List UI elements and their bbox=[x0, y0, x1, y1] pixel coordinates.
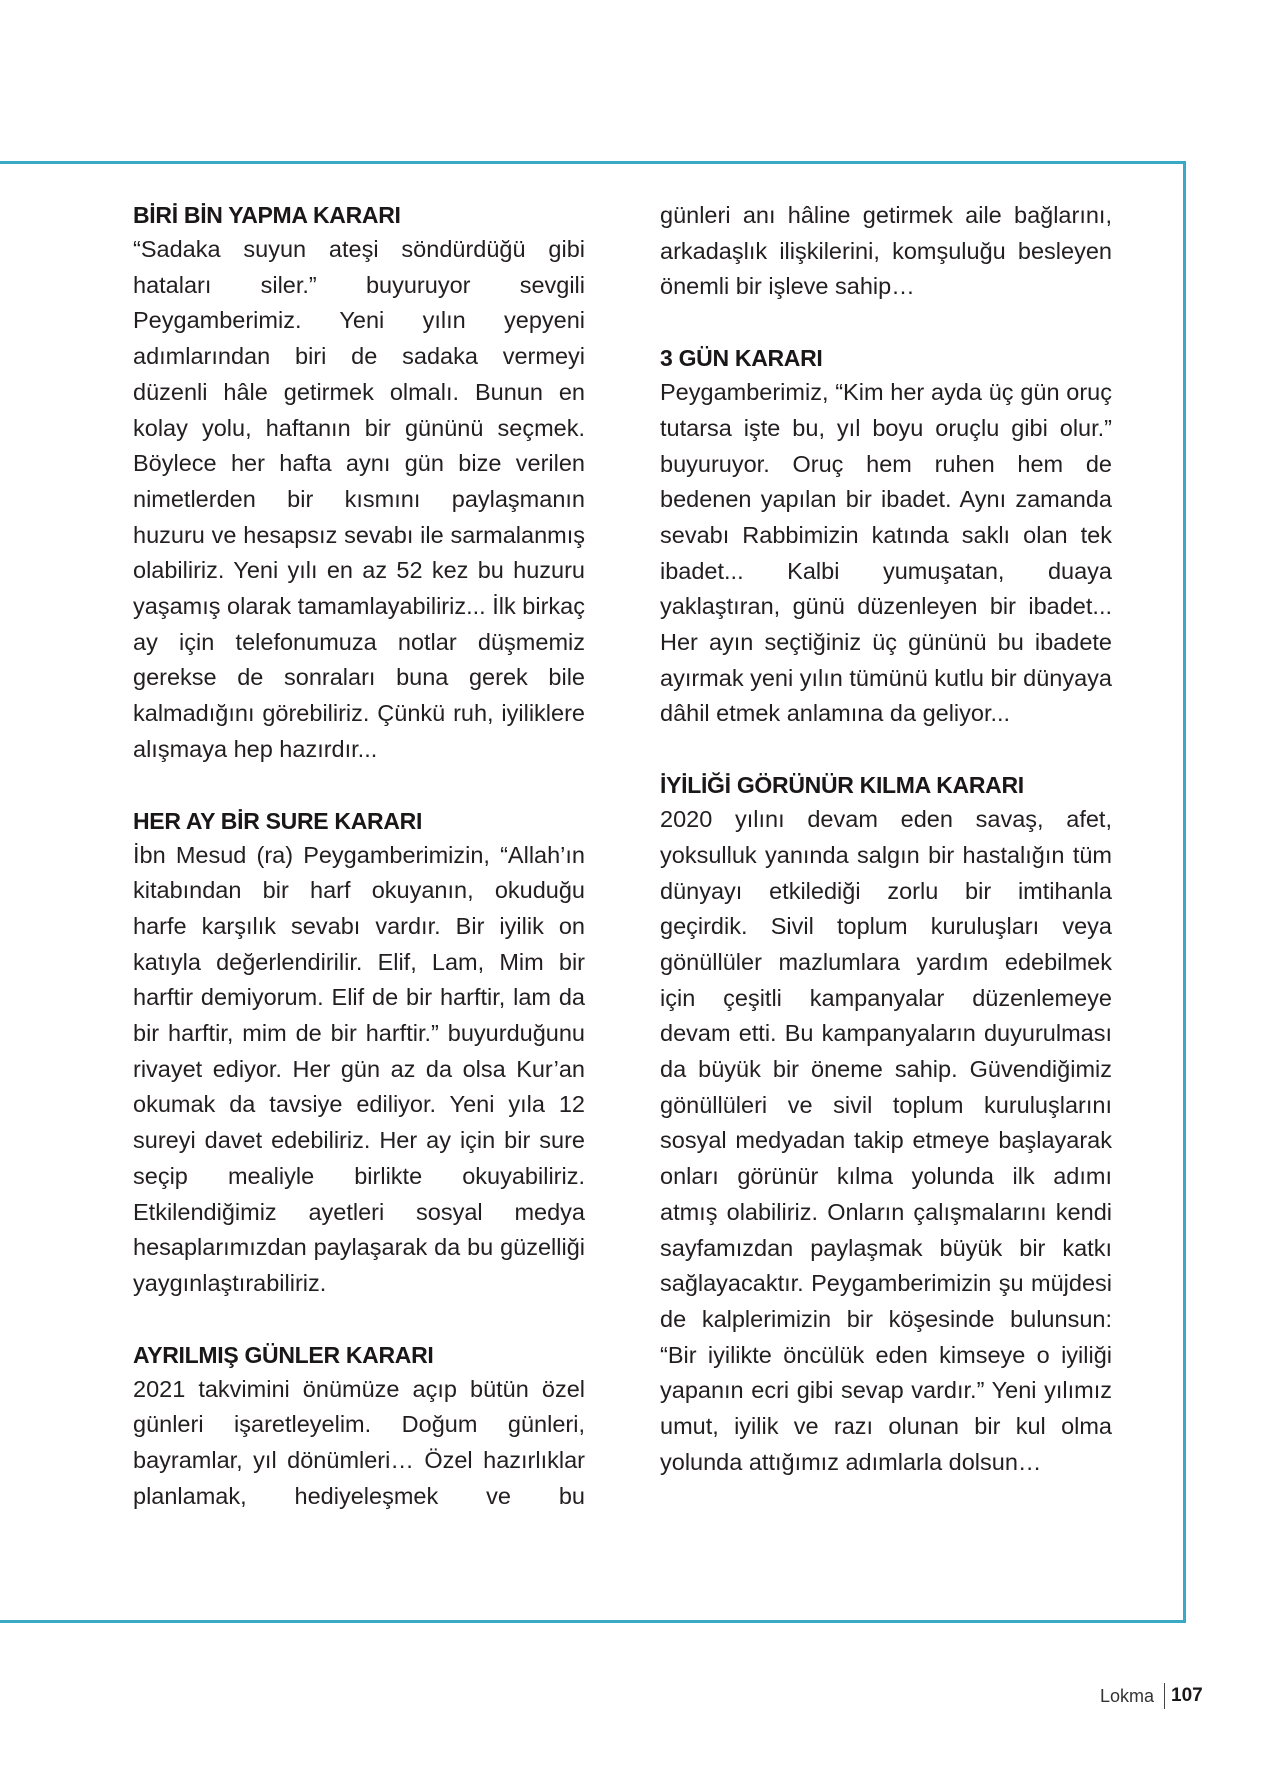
magazine-name: Lokma bbox=[1100, 1685, 1155, 1706]
section-heading: AYRILMIŞ GÜNLER KARARI bbox=[133, 1341, 434, 1368]
section-iyiligi-gorunur-kilma bbox=[660, 768, 1112, 1480]
section-body: 2021 takvimini önümüze açıp bütün özel günleri işaretleyelim. Doğum günleri, bayramlar, yıl dönümleri… Özel hazırlıklar planlamak, hediyeleşmek ve bu bbox=[133, 1375, 585, 1509]
left-column bbox=[133, 198, 585, 1551]
section-body-continuation: günleri anı hâline getirmek aile bağlarını, arkadaşlık ilişkilerini, komşuluğu besleyen önemli bir işleve sahip… bbox=[660, 202, 1112, 300]
footer-divider bbox=[1164, 1683, 1165, 1709]
section-body: İbn Mesud (ra) Peygamberimizin, “Allah’ın kitabından bir harf okuyanın, okuduğu harfe karşılık sevabı vardır. Bir iyilik on katıyla değerlendirilir. Elif, Lam, Mim bir harftir demiyorum. Elif de bir harftir, lam da bir harftir, mim de bir harftir.” buyurduğunu rivayet ediyor. Her gün az da olsa Kur’an okumak da tavsiye ediliyor. Yeni yıla 12 sureyi davet edebiliriz. Her ay için bir sure seçip mealiyle birlikte okuyabiliriz. Etkilendiğimiz ayetleri sosyal medya hesaplarımızdan paylaşarak da bu güzelliği yaygınlaştırabiliriz. bbox=[133, 841, 585, 1296]
section-heading: BİRİ BİN YAPMA KARARI bbox=[133, 202, 401, 228]
section-ayrilmis-gunler bbox=[133, 1338, 585, 1515]
section-heading: HER AY BİR SURE KARARI bbox=[133, 807, 423, 834]
page-number: 107 bbox=[1171, 1685, 1203, 1706]
section-heading: 3 GÜN KARARI bbox=[660, 345, 823, 372]
right-column bbox=[660, 198, 1112, 1517]
section-biri-bin-yapma bbox=[133, 198, 585, 768]
continued-paragraph bbox=[660, 198, 1112, 305]
section-3-gun bbox=[660, 341, 1112, 732]
section-body: Peygamberimiz, “Kim her ayda üç gün oruç tutarsa işte bu, yıl boyu oruçlu gibi olur.” buyuruyor. Oruç hem ruhen hem de bedenen yapılan bir ibadet. Aynı zamanda sevabı Rabbimizin katında saklı olan tek ibadet... Kalbi yumuşatan, duaya yaklaştıran, günü düzenleyen bir ibadet... Her ayın seçtiğiniz üç gününü bu ibadete ayırmak yeni yılın tümünü kutlu bir dünyaya dâhil etmek anlamına da geliyor... bbox=[660, 379, 1112, 727]
section-her-ay-bir-sure bbox=[133, 804, 585, 1302]
section-heading: İYİLİĞİ GÖRÜNÜR KILMA KARARI bbox=[660, 772, 1024, 799]
section-body: “Sadaka suyun ateşi söndürdüğü gibi hataları siler.” buyuruyor sevgili Peygamberimiz. Yeni yılın yepyeni adımlarından biri de sadaka vermeyi düzenli hâle getirmek olmalı. Bunun en kolay yolu, haftanın bir gününü seçmek. Böylece her hafta aynı gün bize verilen nimetlerden bir kısmını paylaşmanın huzuru ve hesapsız sevabı ile sarmalanmış olabiliriz. Yeni yılı en az 52 kez bu huzuru yaşamış olarak tamamlayabiliriz... İlk birkaç ay için telefonumuza notlar düşmemiz gerekse de sonraları buna gerek bile kalmadığını görebiliriz. Çünkü ruh, iyiliklere alışmaya hep hazırdır... bbox=[133, 236, 585, 762]
section-body: 2020 yılını devam eden savaş, afet, yoksulluk yanında salgın bir hastalığın tüm dünyayı etkilediği zorlu bir imtihanla geçirdik. Sivil toplum kuruluşları veya gönüllüler mazlumlara yardım edebilmek için çeşitli kampanyalar düzenlemeye devam etti. Bu kampanyaların duyurulması da büyük bir öneme sahip. Güvendiğimiz gönüllüleri ve sivil toplum kuruluşlarını sosyal medyadan takip etmeye başlayarak onları görünür kılma yolunda ilk adımı atmış olabiliriz. Onların çalışmalarını kendi sayfamızdan paylaşmak büyük bir katkı sağlayacaktır. Peygamberimizin şu müjdesi de kalplerimizin bir köşesinde bulunsun: “Bir iyilikte öncülük eden kimseye o iyiliği yapanın ecri gibi sevap vardır.” Yeni yılımız umut, iyilik ve razı olunan bir kul olma yolunda attığımız adımlarla dolsun… bbox=[660, 806, 1112, 1475]
page-footer bbox=[1100, 1683, 1203, 1709]
